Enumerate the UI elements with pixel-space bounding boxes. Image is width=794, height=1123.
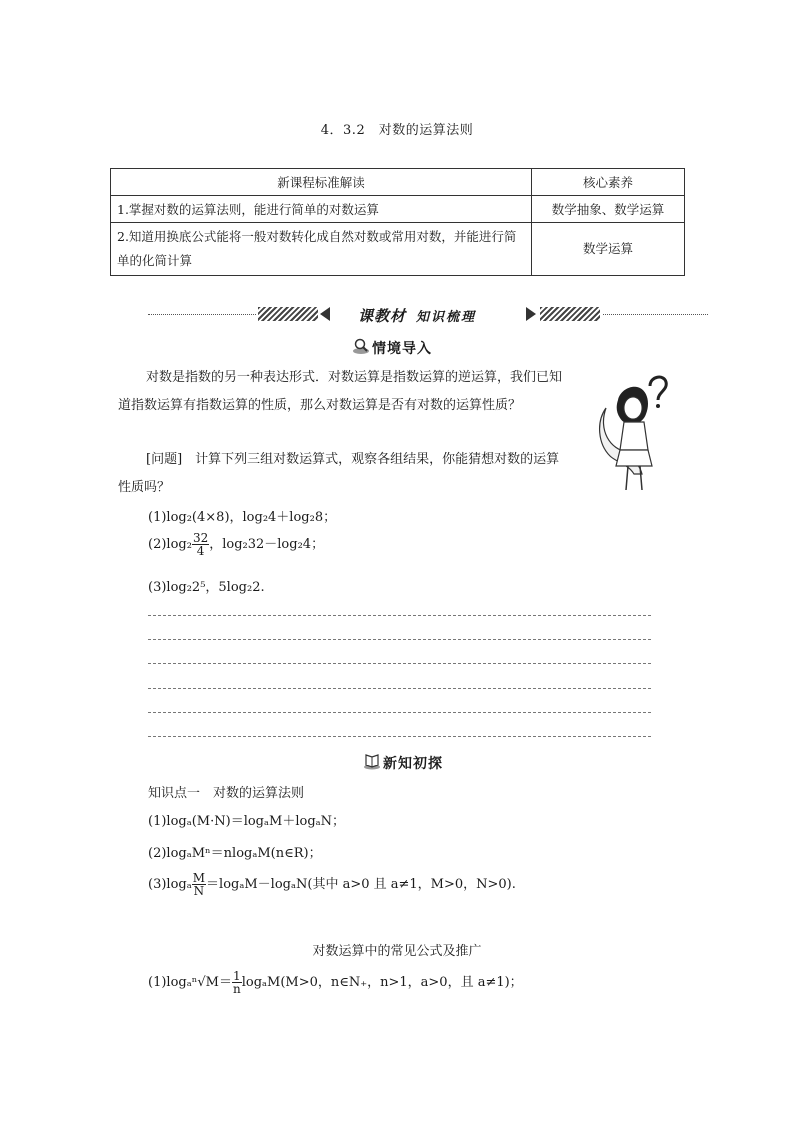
table-header-standard: 新课程标准解读 [111,169,532,196]
table-row [111,196,685,223]
banner-hatch-left [258,307,318,321]
literacy-cell: 数学运算 [532,223,685,276]
table-header-literacy: 核心素养 [532,169,685,196]
answer-line[interactable] [148,615,651,616]
fraction: $\frac{32}{4}$ [192,531,209,558]
question-item-1: (1)log₂(4×8)，log₂4＋log₂8； [148,510,337,525]
situation-heading: 情境导入 [372,341,432,357]
formula-1: (1)logₐⁿ√M＝ $\frac{1}{n}$ logₐM(M>0，n∈N₊，n>1，a>0，且 a≠1)； [148,969,523,996]
rule-1: (1)logₐ(M·N)＝logₐM＋logₐN； [148,814,346,829]
question-text: 计算下列三组对数运算式，观察各组结果，你能猜想对数的运算性质吗？ [118,452,560,495]
book-icon [363,752,381,770]
banner-main: 课教材 [358,307,407,325]
situation-intro: 对数是指数的另一种表达形式．对数运算是指数运算的逆运算，我们已知道指数运算有指数运算的性质，那么对数运算是否有对数的运算性质？ [118,370,563,413]
page-title: 4．3.2 对数的运算法则 [320,123,474,138]
section-banner [148,303,708,327]
question-item-2: (2)log₂ $\frac{32}{4}$ ，log₂32－log₂4； [148,531,325,558]
fraction: $\frac{M}{N}$ [192,871,206,898]
question-paragraph [118,446,568,502]
knowledge-point-title: 知识点一 对数的运算法则 [148,786,305,801]
girl-thinking-illustration [598,370,676,498]
banner-arrow-right-icon [526,307,536,321]
banner-hatch-right [540,307,600,321]
rule-3: (3)logₐ $\frac{M}{N}$ ＝logₐM－logₐN(其中 a>0 且 a≠1，M>0，N>0). [148,871,516,898]
question-tag: [问题] [146,452,183,467]
rule-2: (2)logₐMⁿ＝nlogₐM(n∈R)； [148,846,322,861]
banner-title [358,305,476,326]
banner-sub: 知识梳理 [416,310,477,325]
formula-subtitle: 对数运算中的常见公式及推广 [312,944,482,959]
banner-arrow-left-icon [320,307,330,321]
new-knowledge-heading: 新知初探 [383,756,443,772]
banner-divider-left [148,314,256,315]
answer-line[interactable] [148,712,651,713]
curriculum-standards-table [110,168,685,276]
banner-divider-right [603,314,708,315]
question-item-3: (3)log₂2⁵，5log₂2. [148,580,265,595]
fraction: $\frac{1}{n}$ [232,969,241,996]
answer-line[interactable] [148,736,651,737]
table-row [111,223,685,276]
literacy-cell: 数学抽象、数学运算 [532,196,685,223]
magnifier-icon [352,337,370,355]
answer-line[interactable] [148,639,651,640]
answer-line[interactable] [148,688,651,689]
standard-cell: 2.知道用换底公式能将一般对数转化成自然对数或常用对数，并能进行简单的化简计算 [111,223,532,276]
answer-line[interactable] [148,663,651,664]
standard-cell: 1.掌握对数的运算法则，能进行简单的对数运算 [111,196,532,223]
